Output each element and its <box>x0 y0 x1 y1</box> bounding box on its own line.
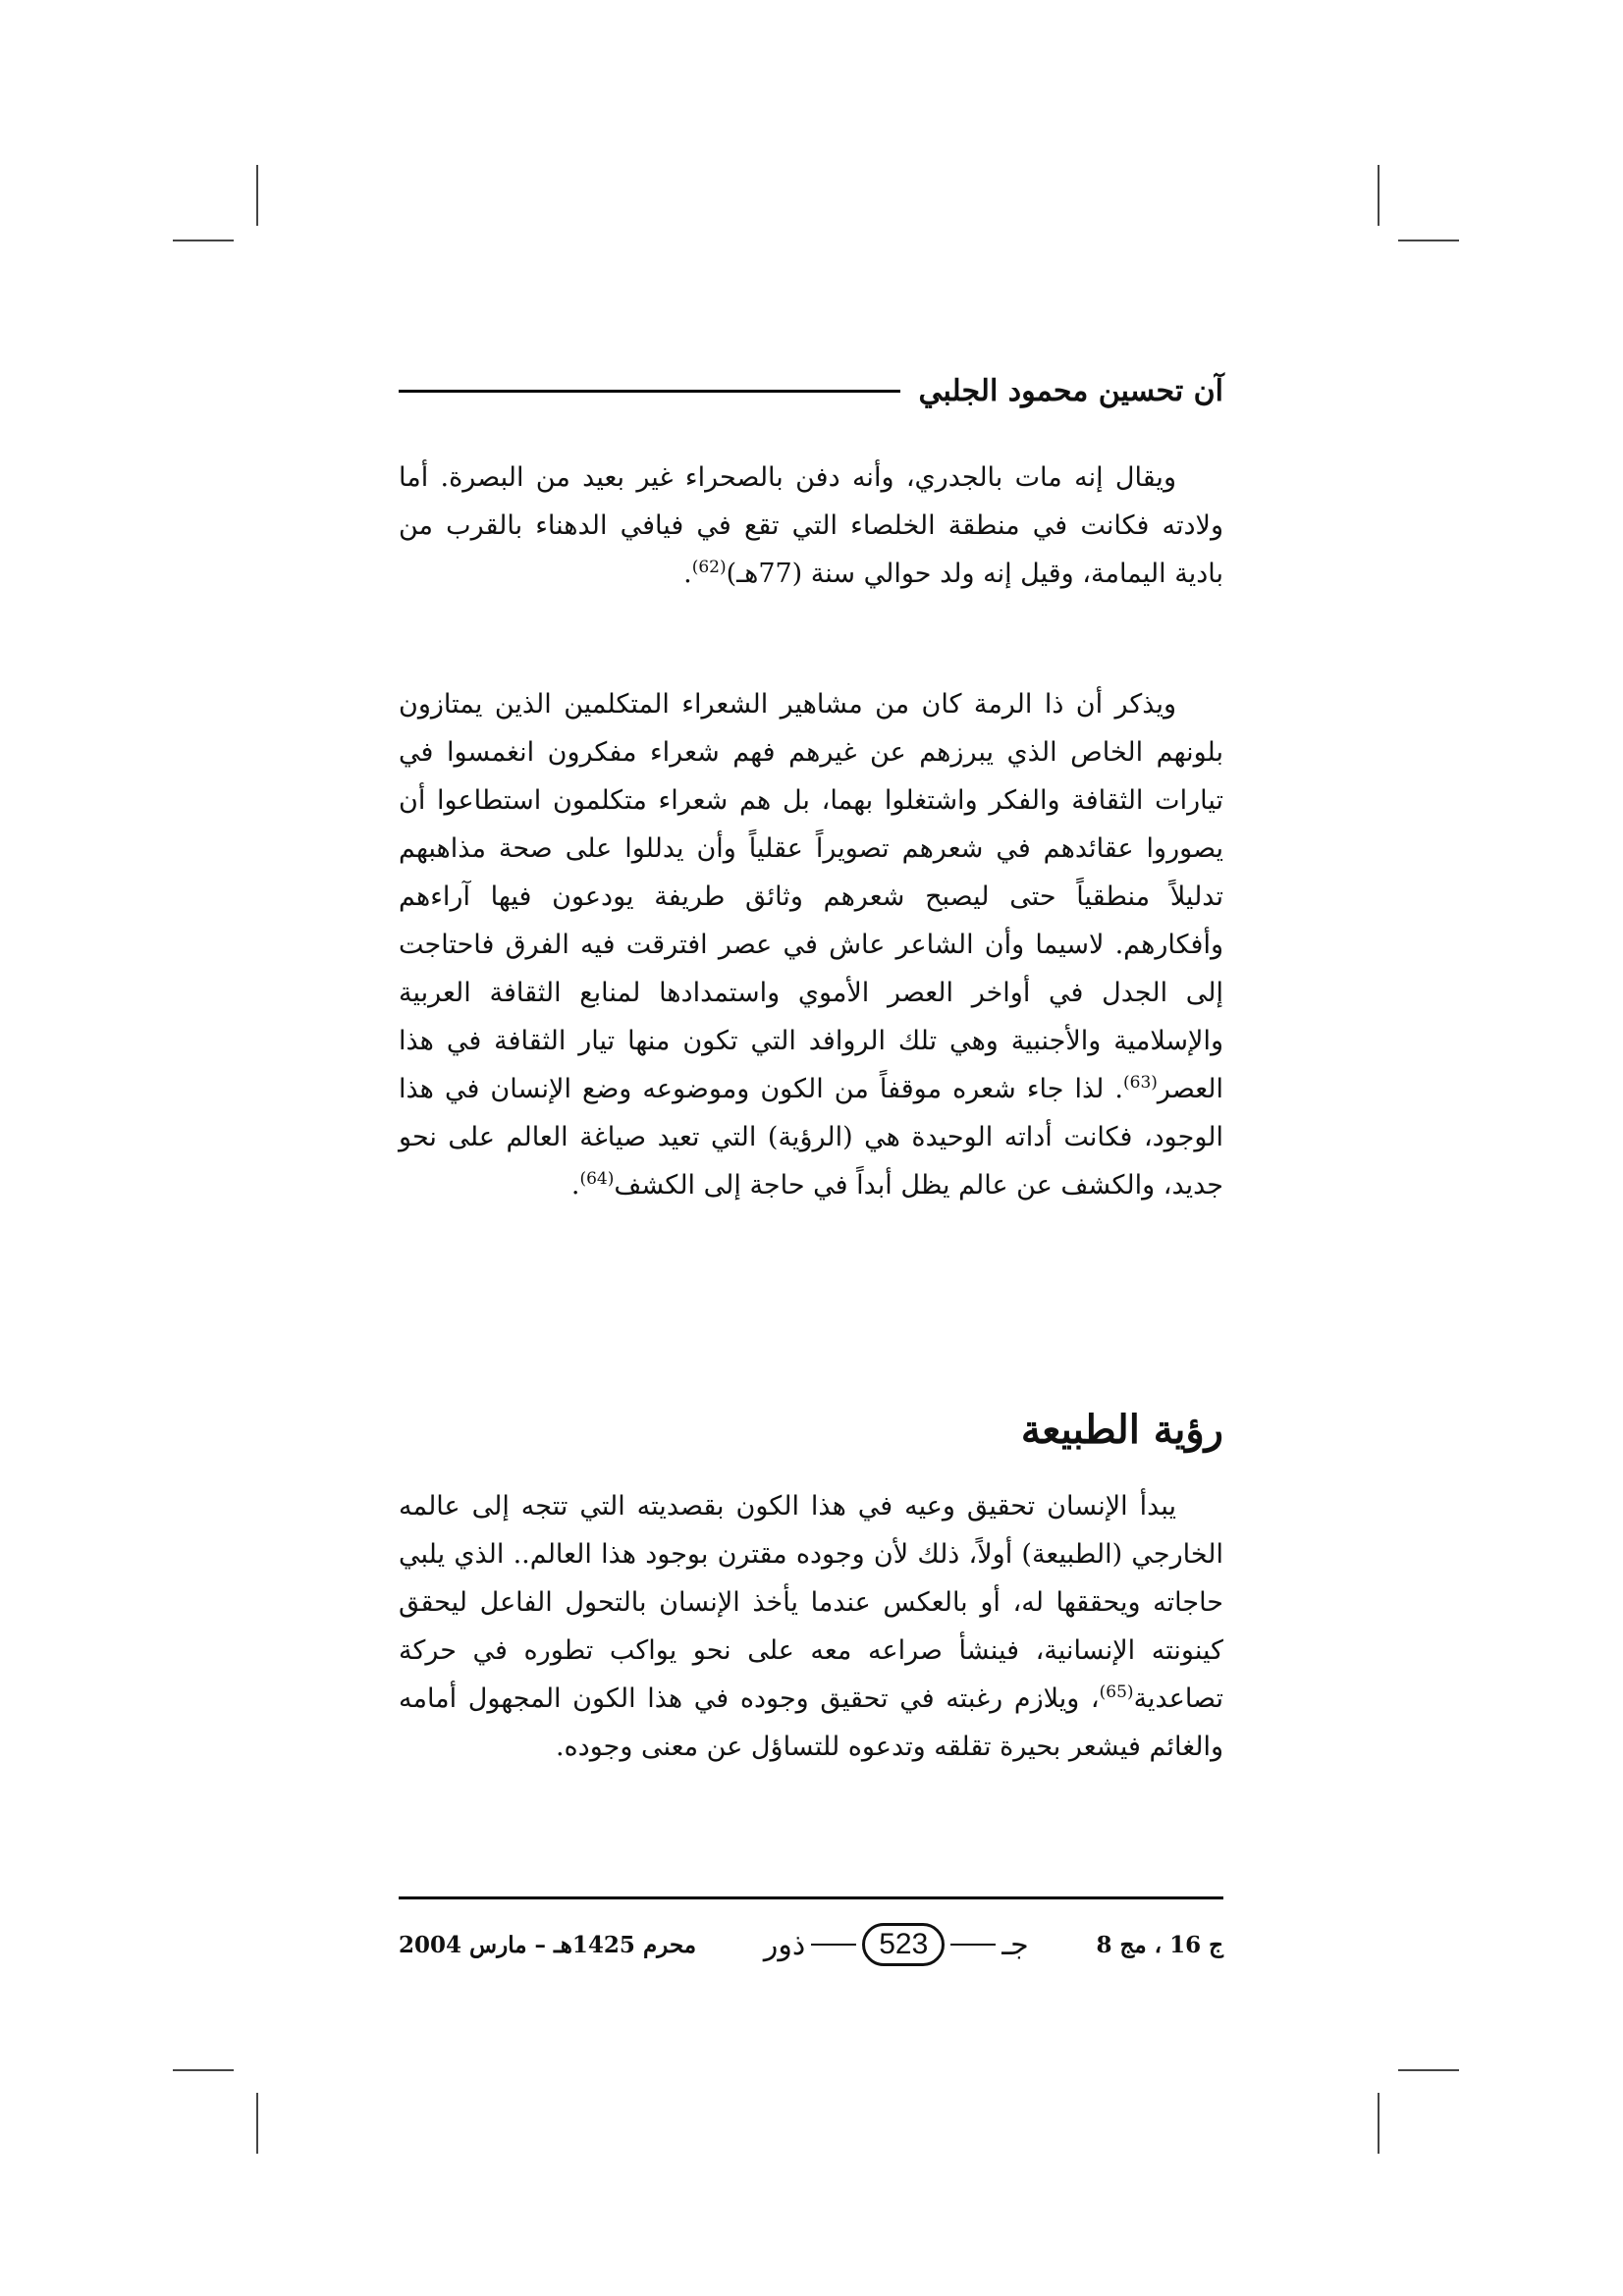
crop-mark <box>256 2093 258 2154</box>
author-name: آن تحسين محمود الجلبي <box>918 373 1223 408</box>
issue-date: محرم 1425هـ – مارس 2004 <box>399 1931 697 1958</box>
magazine-name: ذور <box>763 1927 806 1962</box>
badge-dash <box>950 1944 996 1946</box>
paragraph-3: يبدأ الإنسان تحقيق وعيه في هذا الكون بقصديته التي تتجه إلى عالمه الخارجي (الطبيعة) أولاً، ذلك لأن وجوده مقترن بوجود هذا العالم.. الذي يلبي حاجاته ويحققها له، أو بالعكس عندما يأخذ الإنسان بالتحول الفاعل ليحقق كينونته الإنسانية، فينشأ صراعه معه على نحو يواكب تطوره في حركة تصاعدية$^{(65)}$، ويلازم رغبته في تحقيق وجوده في هذا الكون المجهول أمامه والغائم فيشعر بحيرة تقلقه وتدعوه للتساؤل عن معنى وجوده. <box>399 1491 1223 1762</box>
footnote-ref[interactable]: (62) <box>691 558 727 577</box>
crop-mark <box>1398 2069 1459 2071</box>
crop-mark <box>1398 240 1459 241</box>
issue-info: ج 16 ، مج 8 <box>1096 1931 1223 1958</box>
crop-mark <box>173 240 234 241</box>
crop-mark <box>256 165 258 226</box>
footnote-ref[interactable]: (65) <box>1099 1682 1134 1702</box>
footnote-ref[interactable]: (64) <box>579 1169 615 1189</box>
crop-mark <box>173 2069 234 2071</box>
header-rule <box>399 390 900 393</box>
footer-rule <box>399 1896 1223 1899</box>
page-footer <box>399 1914 1223 1975</box>
badge-dash <box>811 1944 856 1946</box>
paragraph-2: ويذكر أن ذا الرمة كان من مشاهير الشعراء المتكلمين الذين يمتازون بلونهم الخاص الذي يبرزهم عن غيرهم فهم شعراء مفكرون انغمسوا في تيارات الثقافة والفكر واشتغلوا بهما، بل هم شعراء متكلمون استطاعوا أن يصوروا عقائدهم في شعرهم تصويراً عقلياً وأن يدللوا على صحة مذاهبهم تدليلاً منطقياً حتى ليصبح شعرهم وثائق طريفة يودعون فيها آراءهم وأفكارهم. لاسيما وأن الشاعر عاش في عصر افترقت فيه الفرق فاحتاجت إلى الجدل في أواخر العصر الأموي واستمدادها لمنابع الثقافة العربية والإسلامية والأجنبية وهي تلك الروافد التي تكون منها تيار الثقافة في هذا العصر$^{(63)}$. لذا جاء شعره موقفاً من الكون وموضوعه وضع الإنسان في هذا الوجود، فكانت أداته الوحيدة هي (الرؤية) التي تعيد صياغة العالم على نحو جديد، والكشف عن عالم يظل أبداً في حاجة إلى الكشف$^{(64)}$. <box>399 689 1223 1201</box>
running-header <box>399 361 1223 420</box>
crop-mark <box>1378 165 1380 226</box>
section-heading: رؤية الطبيعة <box>1020 1407 1223 1453</box>
footnote-ref[interactable]: (63) <box>1123 1073 1158 1093</box>
paragraph-1: ويقال إنه مات بالجدري، وأنه دفن بالصحراء غير بعيد من البصرة. أما ولادته فكانت في منطقة الخلصاء التي تقع في فيافي الدهناء بالقرب من بادية اليمامة، وقيل إنه ولد حوالي سنة (77هـ)$^{(62)}$. <box>399 462 1223 589</box>
page-number: 523 <box>862 1923 945 1966</box>
crop-mark <box>1378 2093 1380 2154</box>
page-letter: جـ <box>1001 1927 1029 1962</box>
page-number-badge <box>764 1923 1029 1966</box>
